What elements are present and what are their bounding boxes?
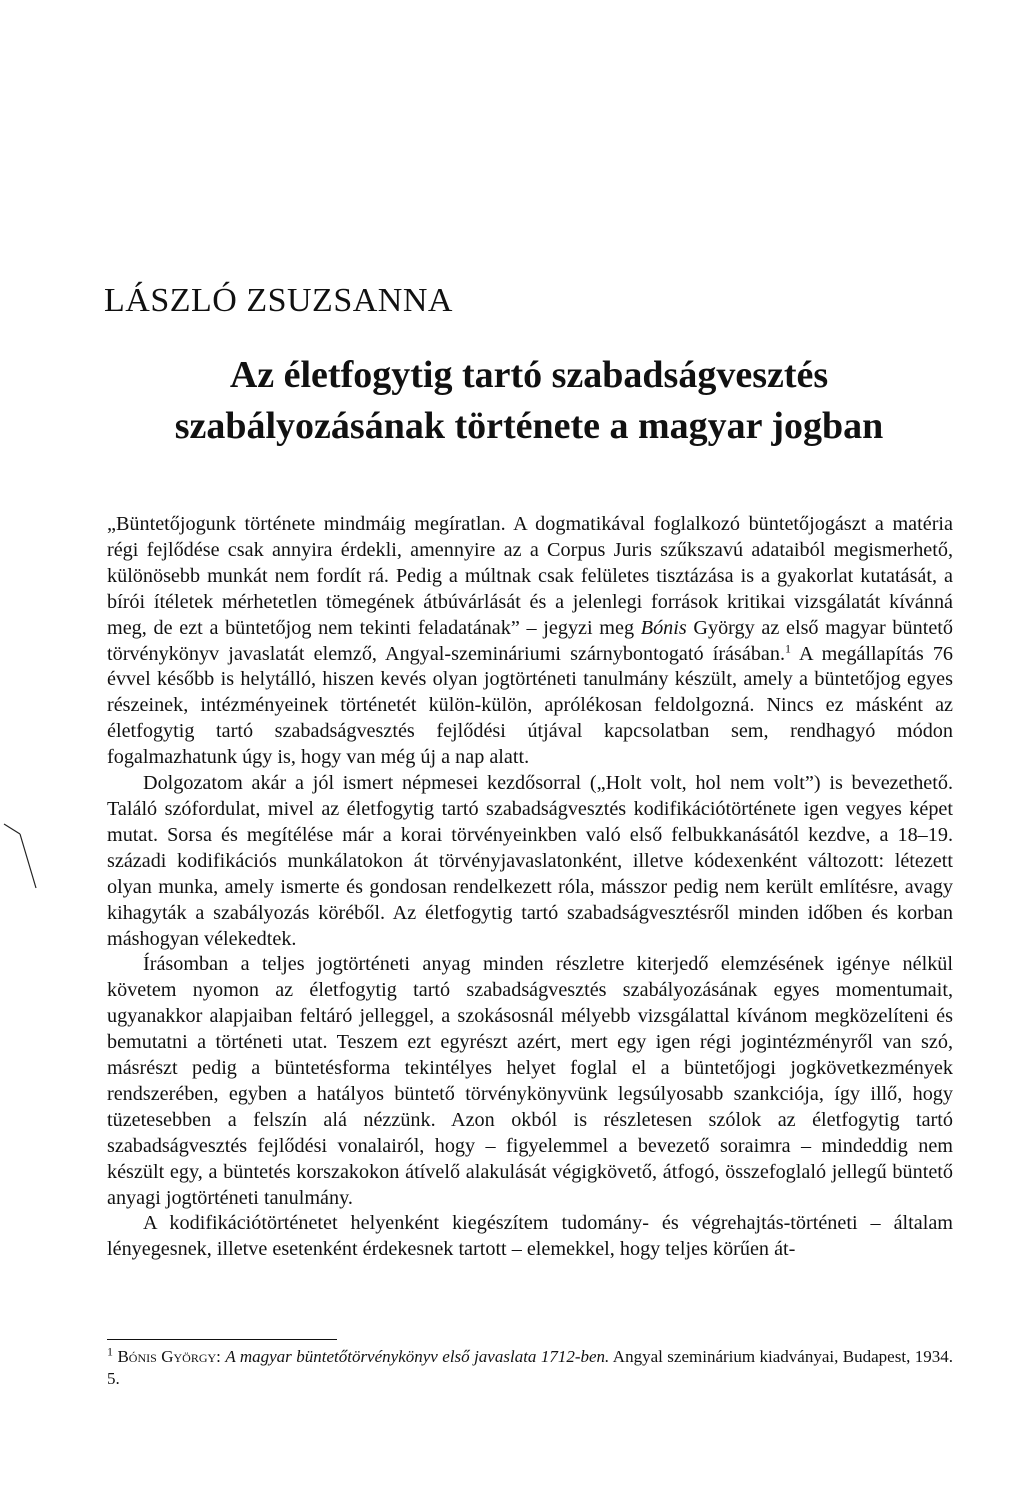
footnote-reference[interactable]: 1 xyxy=(785,640,792,655)
cited-author-name: Bónis xyxy=(640,616,687,639)
paragraph-3: Írásomban a teljes jogtörténeti anyag minden részletre kiterjedő elemzésének igénye nélkül követem nyomon az életfogytig tartó szabadságvesztés szabályozásának egyes momentumait, ugyanakkor alapjaiban feltáró jelleggel, a szokásosnál mélyebb vizsgálattal kívánom megközelíteni és bemutatni a történeti utat. Teszem ezt egyrészt azért, mert egy igen régi jogintézményről van szó, másrészt pedig a büntetésforma tekintélyes helyet foglal el a büntetőjogi jogkövetkezmények rendszerében, egyben a hatályos büntető törvénykönyvünk legsúlyosabb szankciója, így illő, hogy tüzetesebben a felszín alá nézzünk. Azon okból is részletesen szólok az életfogytig tartó szabadságvesztés fejlődési vonalairól, hogy – figyelemmel a bevezető soraimra – mindeddig nem készült egy, a büntetés korszakokon átívelő alakulását végigkövető, átfogó, összefoglaló jellegű büntető anyagi jogtörténeti tanulmány. xyxy=(107,953,953,1209)
paragraph-1-text-c: A megállapítás 76 évvel később is helytálló, hiszen kevés olyan jogtörténeti tanulmány készült, amely a büntetőjog egyes részeinek, intézményeinek történetét külön-külön, aprólékosan feldolgozná. Nincs ez másként az életfogytig tartó szabadságvesztés fejlődési útjával kapcsolatban sem, rendhagyó módon fogalmazhatunk úgy is, hogy van még új a nap alatt. xyxy=(107,642,954,769)
footnote-title: A magyar büntetőtörvénykönyv első javaslata 1712-ben. xyxy=(225,1347,610,1366)
footnote-number: 1 xyxy=(107,1344,113,1359)
margin-pencil-mark xyxy=(0,822,40,892)
article-title-line-1: Az életfogytig tartó szabadságvesztés xyxy=(229,354,829,396)
paragraph-1-text-b: György az első magyar büntető törvénykönyv javaslatát elemző, Angyal-szemináriumi szárnybontogató írásában. xyxy=(107,616,953,665)
footnote-separator xyxy=(107,1339,337,1340)
paragraph-1 xyxy=(107,512,953,771)
paragraph-4: A kodifikációtörténetet helyenként kiegészítem tudomány- és végrehajtás-történeti – általam lényegesnek, illetve esetenként érdekesnek tartott – elemekkel, hogy teljes körűen át- xyxy=(107,1212,953,1261)
footnote-author: Bónis György xyxy=(117,1347,217,1366)
footnote-publication: Angyal szeminárium kiadványai, Budapest, 1934. 5. xyxy=(107,1347,954,1388)
article-body xyxy=(107,512,953,1263)
paragraph-2: Dolgozatom akár a jól ismert népmesei kezdősorral („Holt volt, hol nem volt”) is bevezethető. Találó szófordulat, mivel az életfogytig tartó szabadságvesztés kodifikációtörténete igen vegyes képet mutat. Sorsa és megítélése már a korai törvényeinkben való első felbukkanásától kezdve, a 18–19. századi kodifikációs munkálatokon át törvényjavaslatonként, illetve kódexenként változott: létezett olyan munka, amely ismerte és gondosan rendelkezett róla, másszor pedig nem került említésre, avagy kihagyták a szabályozás köréből. Az életfogytig tartó szabadságvesztésről minden időben és korban máshogyan vélekedtek. xyxy=(107,772,953,950)
footnote-colon: : xyxy=(216,1347,226,1366)
article-title-line-2: szabályozásának története a magyar jogban xyxy=(174,405,884,447)
paragraph-1-text-a: „Büntetőjogunk története mindmáig megíratlan. A dogmatikával foglalkozó büntetőjogászt a matéria régi fejlődése csak annyira érdekli, amennyire az a Corpus Juris szűkszavú adataiból megismerhető, különösebb munkát nem fordít rá. Pedig a múltnak csak felületes tisztázása is a gyakorlat kutatását, a bírói ítéletek mérhetetlen tömegének átbúvárlását és a jelenlegi források kritikai vizsgálatát kívánná meg, de ezt a büntetőjog nem tekinti feladatának” – jegyzi meg xyxy=(107,513,953,639)
footnote xyxy=(107,1346,953,1390)
author-name: LÁSZLÓ ZSUZSANNA xyxy=(104,282,453,319)
